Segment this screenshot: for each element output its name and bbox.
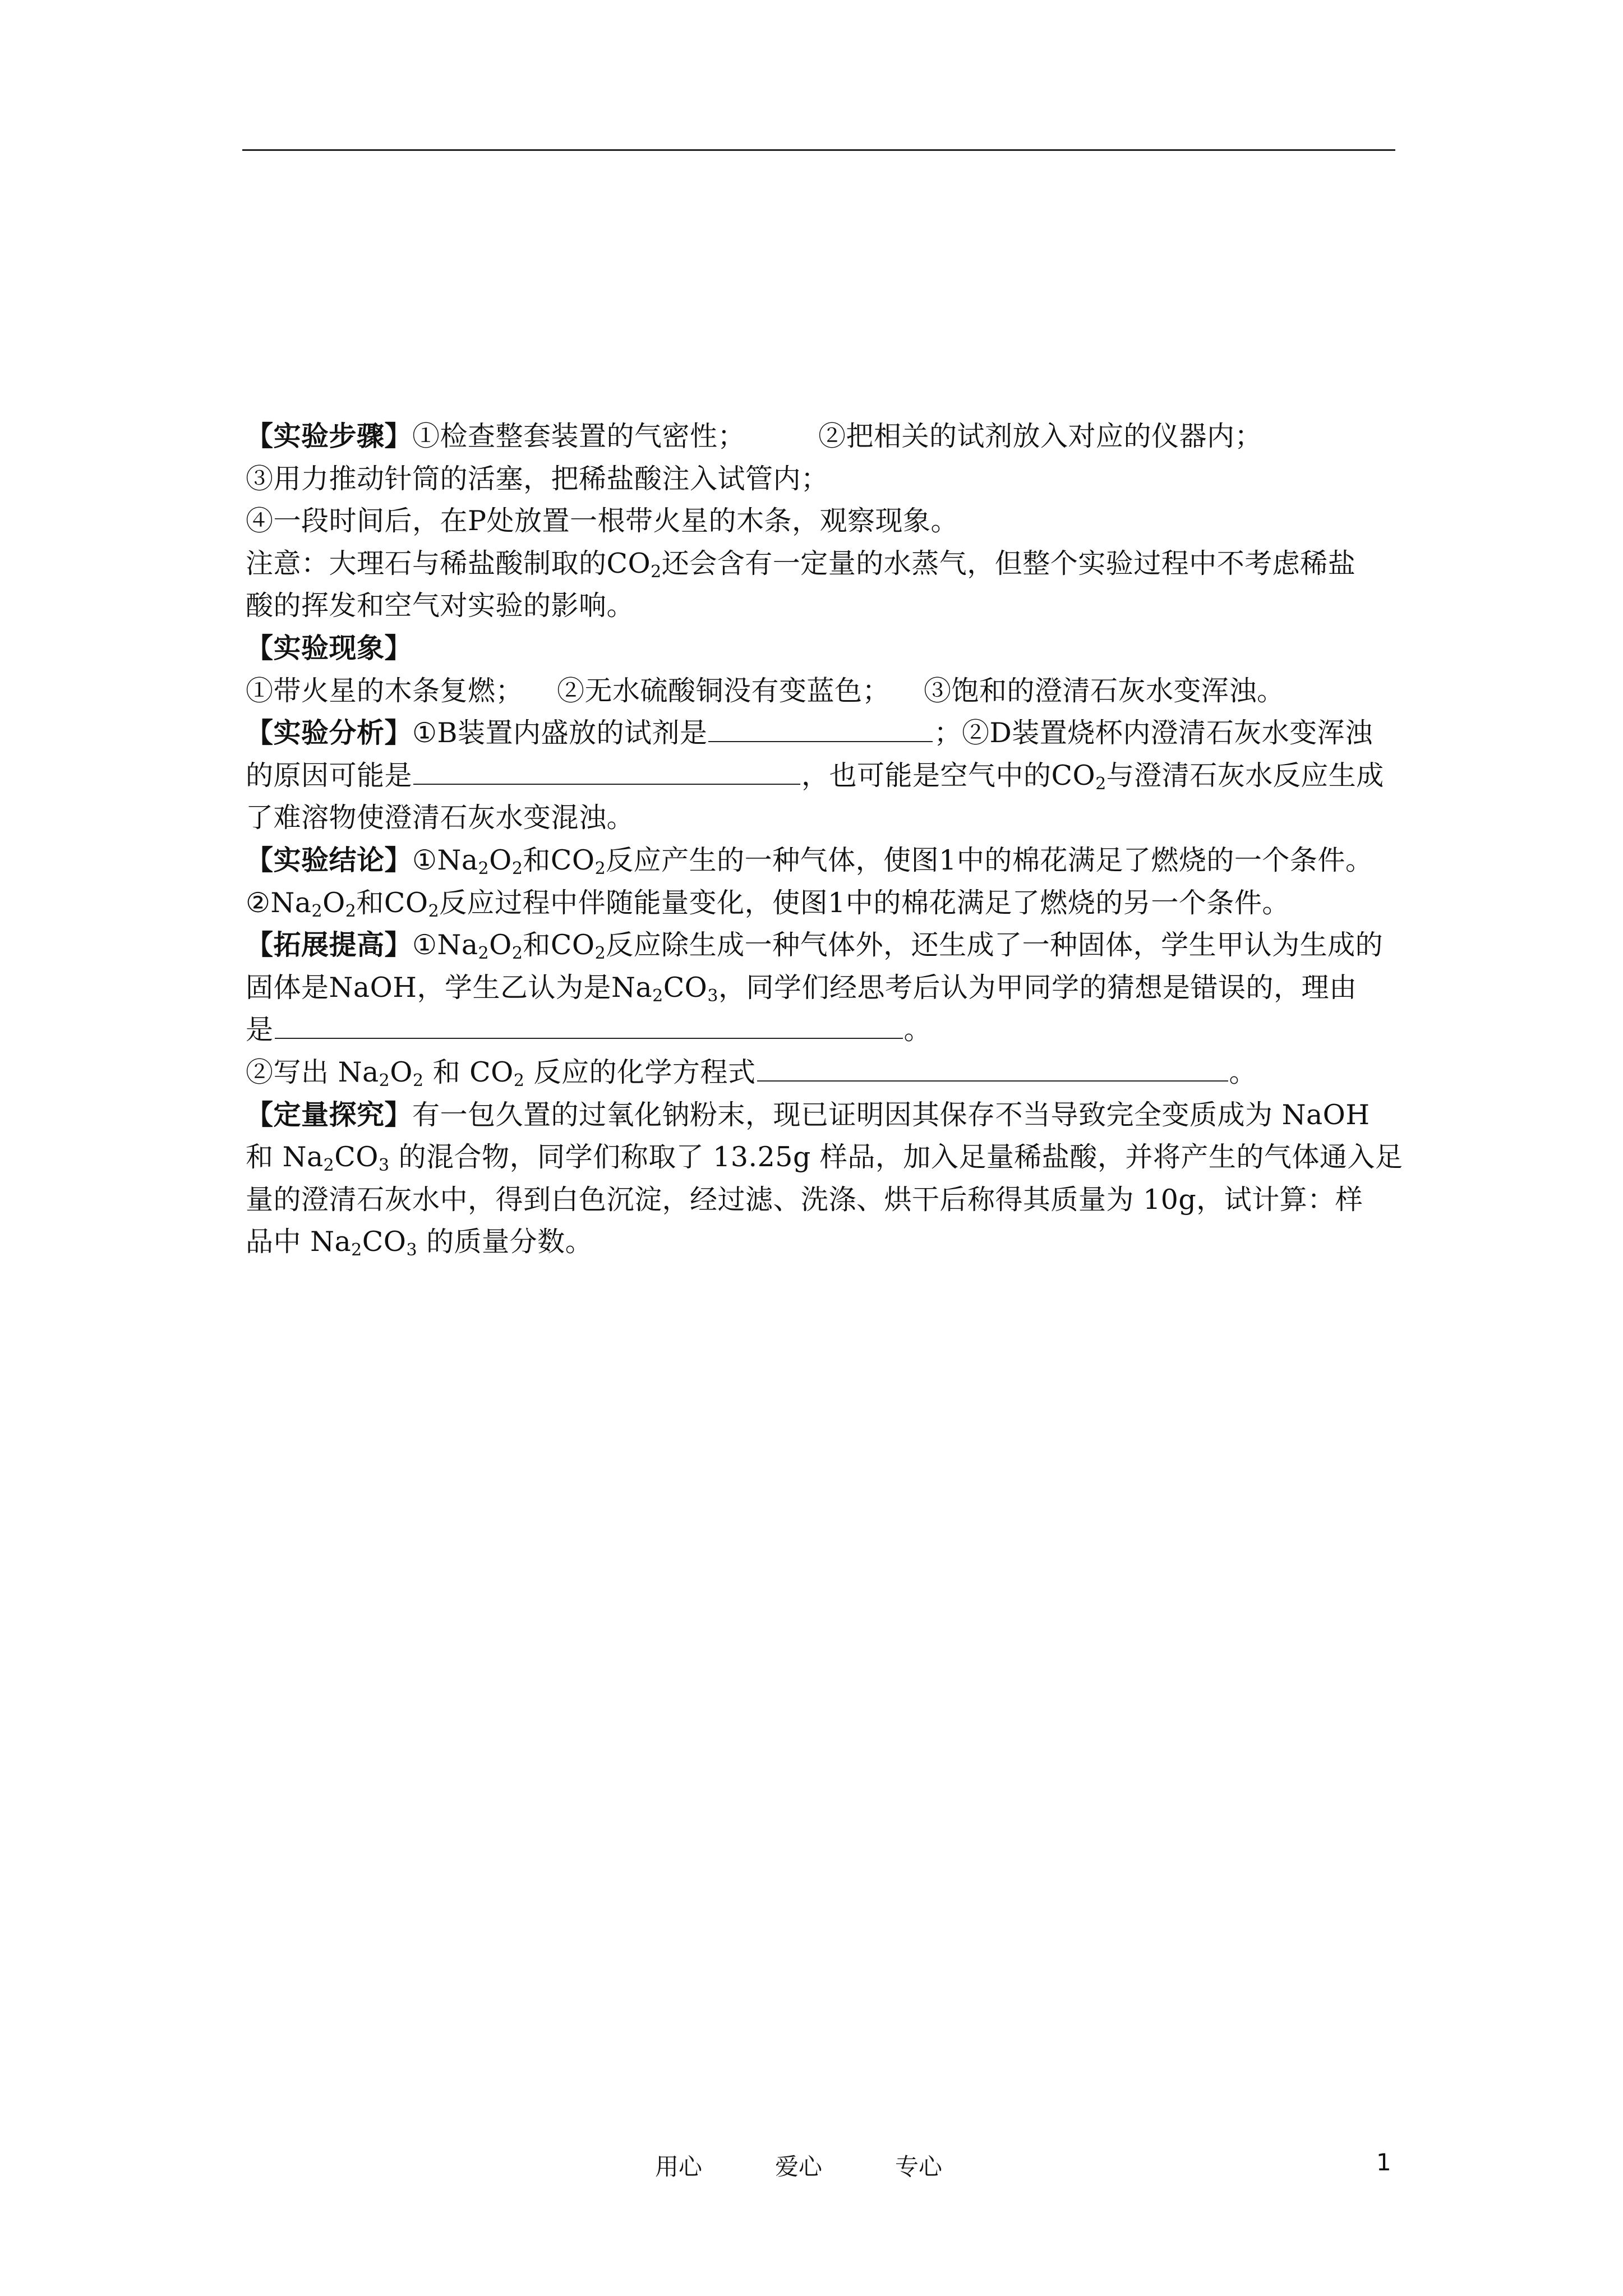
subscript: 2: [412, 1070, 424, 1091]
extension-text: 和CO: [523, 929, 595, 961]
section-heading-conclusion: 【实验结论】: [246, 843, 413, 876]
subscript: 2: [594, 858, 606, 878]
extension-text: 。: [1229, 1056, 1257, 1088]
answer-blank[interactable]: [275, 1011, 903, 1039]
subscript: 2: [428, 901, 440, 921]
analysis-line-2: [246, 754, 1390, 797]
analysis-text: ①B装置内盛放的试剂是: [412, 717, 708, 749]
note-text: 还会含有一定量的水蒸气，但整个实验过程中不考虑稀盐: [661, 547, 1356, 579]
page-footer: [0, 2148, 1623, 2182]
analysis-text: 与澄清石灰水反应生成: [1106, 759, 1384, 792]
answer-blank[interactable]: [757, 1053, 1228, 1082]
document-body: [246, 415, 1403, 1263]
step-2: ②把相关的试剂放入对应的仪器内；: [818, 420, 1263, 452]
analysis-text: ；②D装置烧杯内澄清石灰水变浑浊: [934, 717, 1373, 749]
footer-motto: [655, 2148, 942, 2182]
step-4: ④一段时间后，在P处放置一根带火星的木条，观察现象。: [246, 505, 958, 537]
extension-text: 和 CO: [423, 1056, 514, 1088]
answer-blank[interactable]: [708, 714, 933, 742]
subscript: 2: [311, 901, 323, 921]
conclusion-text: 反应产生的一种气体，使图1中的棉花满足了燃烧的一个条件。: [606, 844, 1373, 876]
section-heading-extension: 【拓展提高】: [246, 928, 413, 961]
conclusion-text: ②Na: [246, 886, 312, 919]
step-1: ①检查整套装置的气密性；: [412, 420, 746, 452]
quantitative-text: 的混合物，同学们称取了 13.25g 样品，加入足量稀盐酸，并将产生的气体通入足: [389, 1141, 1403, 1174]
conclusion-text: O: [489, 844, 512, 876]
subscript: 2: [511, 944, 523, 964]
quantitative-text: CO: [362, 1226, 407, 1258]
note-text: 注意：大理石与稀盐酸制取的CO: [246, 547, 651, 579]
subscript: 2: [1095, 774, 1106, 794]
conclusion-text: 反应过程中伴随能量变化，使图1中的棉花满足了燃烧的另一个条件。: [439, 886, 1290, 919]
extension-line-1: [246, 924, 1390, 967]
analysis-text: 的原因可能是: [246, 759, 413, 792]
footer-word: 专心: [895, 2153, 943, 2180]
section-heading-analysis: 【实验分析】: [246, 716, 413, 749]
subscript: 3: [378, 1156, 390, 1176]
subscript: 2: [651, 562, 662, 582]
subscript: 2: [351, 1240, 362, 1260]
subscript: 2: [652, 986, 663, 1006]
quantitative-line-4: [246, 1221, 1390, 1263]
extension-line-4: [246, 1051, 1390, 1094]
extension-text: 。: [903, 1014, 932, 1046]
answer-blank[interactable]: [413, 757, 800, 785]
footer-word: 爱心: [775, 2153, 823, 2180]
section-heading-steps: 【实验步骤】: [246, 420, 413, 452]
subscript: 2: [513, 1070, 525, 1091]
conclusion-text: ①Na: [412, 844, 478, 876]
quantitative-line-3: 量的澄清石灰水中，得到白色沉淀，经过滤、洗涤、烘干后称得其质量为 10g，试计算：样: [246, 1183, 1363, 1216]
extension-text: O: [489, 929, 512, 961]
analysis-text: ，也可能是空气中的CO: [801, 759, 1096, 792]
subscript: 2: [379, 1070, 390, 1091]
extension-line-2: [246, 967, 1390, 1009]
subscript: 3: [707, 986, 718, 1006]
note-line-1: [246, 542, 1390, 585]
footer-word: 用心: [655, 2153, 703, 2180]
analysis-line-3: 了难溶物使澄清石灰水变混浊。: [246, 802, 635, 834]
subscript: 2: [345, 901, 357, 921]
extension-text: 是: [246, 1014, 274, 1046]
subscript: 2: [511, 858, 523, 878]
subscript: 2: [594, 944, 606, 964]
step-3: ③用力推动针筒的活塞，把稀盐酸注入试管内；: [246, 462, 829, 495]
conclusion-text: O: [322, 886, 345, 919]
conclusion-line-2: [246, 882, 1390, 924]
phenomena-line: [246, 670, 1390, 712]
phenomenon-3: ③饱和的澄清石灰水变浑浊。: [924, 674, 1285, 707]
quantitative-text: 的质量分数。: [417, 1226, 593, 1258]
page-number: 1: [1376, 2148, 1391, 2176]
extension-text: ，同学们经思考后认为甲同学的猜想是错误的，理由: [718, 971, 1357, 1004]
header-rule: [242, 149, 1395, 151]
quantitative-text: 有一包久置的过氧化钠粉末，现已证明因其保存不当导致完全变质成为 NaOH: [412, 1098, 1370, 1131]
quantitative-line-1: [246, 1094, 1390, 1137]
quantitative-line-2: [246, 1136, 1403, 1179]
section-heading-quantitative: 【定量探究】: [246, 1098, 413, 1131]
extension-text: ②写出 Na: [246, 1056, 379, 1088]
conclusion-text: 和CO: [356, 886, 428, 919]
steps-line-1: [246, 415, 1390, 458]
conclusion-text: 和CO: [523, 844, 595, 876]
extension-text: O: [390, 1056, 413, 1088]
phenomenon-2: ②无水硫酸铜没有变蓝色；: [557, 674, 891, 707]
subscript: 2: [323, 1156, 335, 1176]
section-heading-phenomena: 【实验现象】: [246, 631, 413, 664]
extension-text: 反应除生成一种气体外，还生成了一种固体，学生甲认为生成的: [606, 929, 1384, 961]
extension-text: CO: [663, 971, 708, 1004]
phenomenon-1: ①带火星的木条复燃；: [246, 674, 524, 707]
note-line-2: 酸的挥发和空气对实验的影响。: [246, 590, 635, 622]
extension-text: 固体是NaOH，学生乙认为是Na: [246, 971, 653, 1004]
quantitative-text: CO: [334, 1141, 379, 1174]
analysis-line-1: [246, 712, 1390, 754]
conclusion-line-1: [246, 839, 1390, 882]
quantitative-text: 和 Na: [246, 1141, 324, 1174]
subscript: 2: [478, 858, 490, 878]
quantitative-text: 品中 Na: [246, 1226, 352, 1258]
subscript: 2: [478, 944, 490, 964]
extension-line-3: [246, 1009, 1390, 1051]
subscript: 3: [406, 1240, 418, 1260]
extension-text: ①Na: [412, 929, 478, 961]
extension-text: 反应的化学方程式: [524, 1056, 756, 1088]
